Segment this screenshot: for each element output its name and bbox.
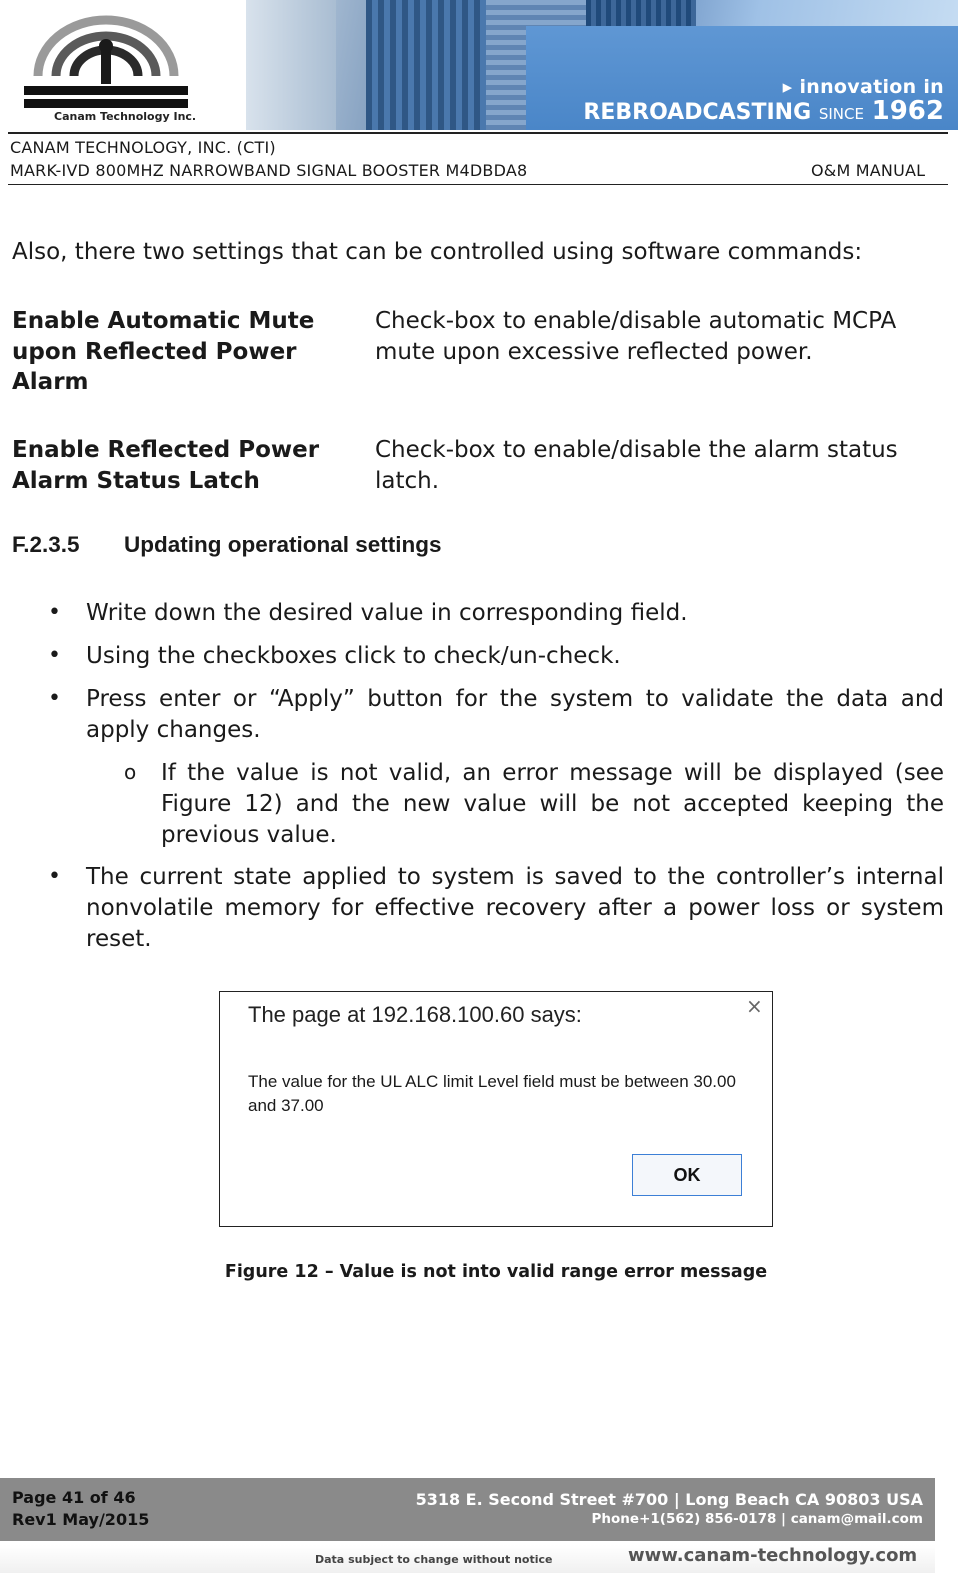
list-item: The current state applied to system is saved to the controller’s internal nonvolatile memory for effective recovery after a power loss or system reset. bbox=[86, 864, 944, 952]
section-heading bbox=[12, 532, 442, 558]
bullet-dot-icon: • bbox=[48, 600, 61, 625]
bullet-dot-icon: • bbox=[48, 643, 61, 668]
banner-tagline: ▸ innovation in bbox=[782, 76, 944, 98]
logo-tagline: Canam Technology Inc. bbox=[54, 110, 197, 123]
setting-label-auto-mute: Enable Automatic Mute upon Reflected Power Alarm bbox=[12, 308, 315, 395]
setting-description-alarm-latch: Check-box to enable/disable the alarm status latch. bbox=[375, 437, 898, 494]
section-title: Updating operational settings bbox=[124, 532, 442, 557]
bullet-dot-icon: • bbox=[48, 686, 61, 711]
banner-since: REBROADCASTING SINCE 1962 bbox=[583, 96, 944, 126]
header-manual: O&M MANUAL bbox=[811, 161, 926, 180]
setting-description-auto-mute: Check-box to enable/disable automatic MCPA mute upon excessive reflected power. bbox=[375, 308, 897, 365]
list-item: Press enter or “Apply” button for the system to validate the data and apply changes. bbox=[86, 686, 944, 743]
header-rule-top bbox=[8, 132, 948, 134]
sub-list-item: If the value is not valid, an error message will be displayed (see Figure 12) and the new value will be not accepted keeping the previous value. bbox=[161, 760, 944, 848]
footer-website: www.canam-technology.com bbox=[628, 1545, 918, 1566]
bullet-dot-icon: • bbox=[48, 864, 61, 889]
header-banner bbox=[246, 0, 958, 130]
footer-revision: Rev1 May/2015 bbox=[12, 1510, 150, 1529]
sub-bullet-circle-icon: o bbox=[124, 760, 137, 784]
ok-button[interactable]: OK bbox=[632, 1154, 742, 1196]
footer-page-number: Page 41 of 46 bbox=[12, 1488, 136, 1507]
footer-notice: Data subject to change without notice bbox=[315, 1553, 553, 1566]
setting-label-alarm-latch: Enable Reflected Power Alarm Status Latch bbox=[12, 437, 320, 494]
section-number: F.2.3.5 bbox=[12, 532, 80, 557]
dialog-title: The page at 192.168.100.60 says: bbox=[248, 1002, 582, 1027]
footer-bar bbox=[0, 1478, 935, 1541]
dialog-message: The value for the UL ALC limit Level field must be between 30.00 and 37.00 bbox=[248, 1072, 736, 1115]
intro-paragraph: Also, there two settings that can be controlled using software commands: bbox=[12, 239, 863, 265]
header-product: MARK-IVD 800MHZ NARROWBAND SIGNAL BOOSTER M4DBDA8 bbox=[10, 161, 528, 180]
list-item: Using the checkboxes click to check/un-check. bbox=[86, 643, 621, 669]
list-item: Write down the desired value in corresponding field. bbox=[86, 600, 688, 626]
header-rule-bottom bbox=[8, 184, 948, 185]
figure-caption: Figure 12 – Value is not into valid range error message bbox=[224, 1262, 768, 1282]
header-company: CANAM TECHNOLOGY, INC. (CTI) bbox=[10, 138, 276, 157]
footer-address: 5318 E. Second Street #700 | Long Beach CA 90803 USA bbox=[415, 1490, 923, 1509]
footer-contact: Phone+1(562) 856-0178 | canam@mail.com bbox=[591, 1511, 923, 1527]
error-dialog bbox=[219, 991, 773, 1227]
company-logo bbox=[16, 6, 196, 128]
close-icon[interactable]: × bbox=[746, 994, 763, 1018]
